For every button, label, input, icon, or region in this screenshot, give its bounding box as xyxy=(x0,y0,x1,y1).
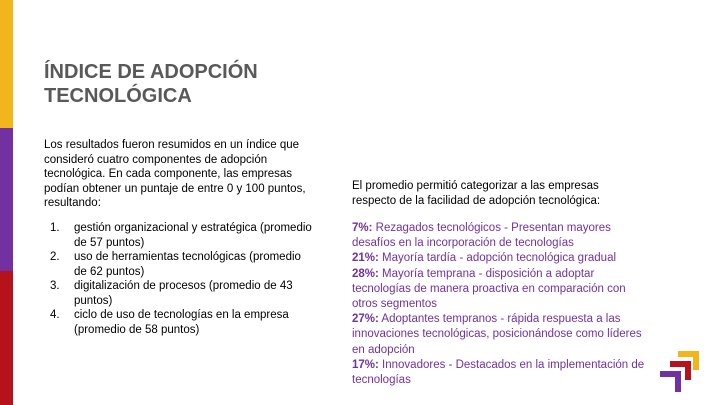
list-item-text: digitalización de procesos (promedio de 43 puntos) xyxy=(74,280,293,307)
category-text: Mayoría tardía - adopción tecnológica gradual xyxy=(378,252,617,265)
category-item xyxy=(352,312,647,358)
list-item xyxy=(44,250,314,279)
category-text: Innovadores - Destacados en la implementación de tecnologías xyxy=(352,358,645,387)
category-item xyxy=(352,251,647,266)
list-item xyxy=(44,221,314,250)
category-text: Mayoría temprana - disposición a adoptar tecnologías de manera proactiva en comparación con otros segmentos xyxy=(352,267,626,311)
list-item xyxy=(44,308,314,337)
list-item-number: 1. xyxy=(50,222,60,234)
category-text: Adoptantes tempranos - rápida respuesta a las innovaciones tecnológicas, posicionándose como líderes en adopción xyxy=(352,313,642,356)
category-item xyxy=(352,267,647,313)
list-item-text: gestión organizacional y estratégica (promedio de 57 puntos) xyxy=(74,222,312,249)
list-item-text: ciclo de uso de tecnologías en la empresa (promedio de 58 puntos) xyxy=(74,309,289,336)
categories-list xyxy=(352,221,647,388)
list-item-number: 4. xyxy=(50,309,60,321)
category-percent: 21%: xyxy=(352,252,379,265)
accent-bar-purple xyxy=(0,128,13,271)
components-list xyxy=(44,221,314,337)
brand-logo-icon xyxy=(656,350,700,394)
category-percent: 28%: xyxy=(352,267,379,280)
list-item-number: 2. xyxy=(50,251,60,263)
category-text: Rezagados tecnológicos - Presentan mayores desafíos en la incorporación de tecnologías xyxy=(352,222,611,250)
category-percent: 27%: xyxy=(352,313,379,326)
slide-title xyxy=(44,60,344,108)
accent-bar-yellow xyxy=(0,0,13,128)
list-item xyxy=(44,279,314,308)
list-item-text: uso de herramientas tecnológicas (promedio de 62 puntos) xyxy=(74,251,301,278)
list-item-number: 3. xyxy=(50,280,60,292)
category-percent: 7%: xyxy=(352,222,373,234)
accent-bar-red xyxy=(0,271,13,405)
intro-paragraph: Los resultados fueron resumidos en un índice que consideró cuatro componentes de adopción tecnológica. En cada componente, las empresas podían obtener un puntaje de entre 0 y 100 puntos, resultando: xyxy=(44,139,306,209)
category-item xyxy=(352,221,647,251)
category-percent: 17%: xyxy=(352,358,379,371)
category-item xyxy=(352,358,647,388)
slide-title-line-2: TECNOLÓGICA xyxy=(44,85,192,107)
slide-title-line-1: ÍNDICE DE ADOPCIÓN xyxy=(44,61,258,83)
categories-intro: El promedio permitió categorizar a las empresas respecto de la facilidad de adopción tecnológica: xyxy=(352,180,601,207)
